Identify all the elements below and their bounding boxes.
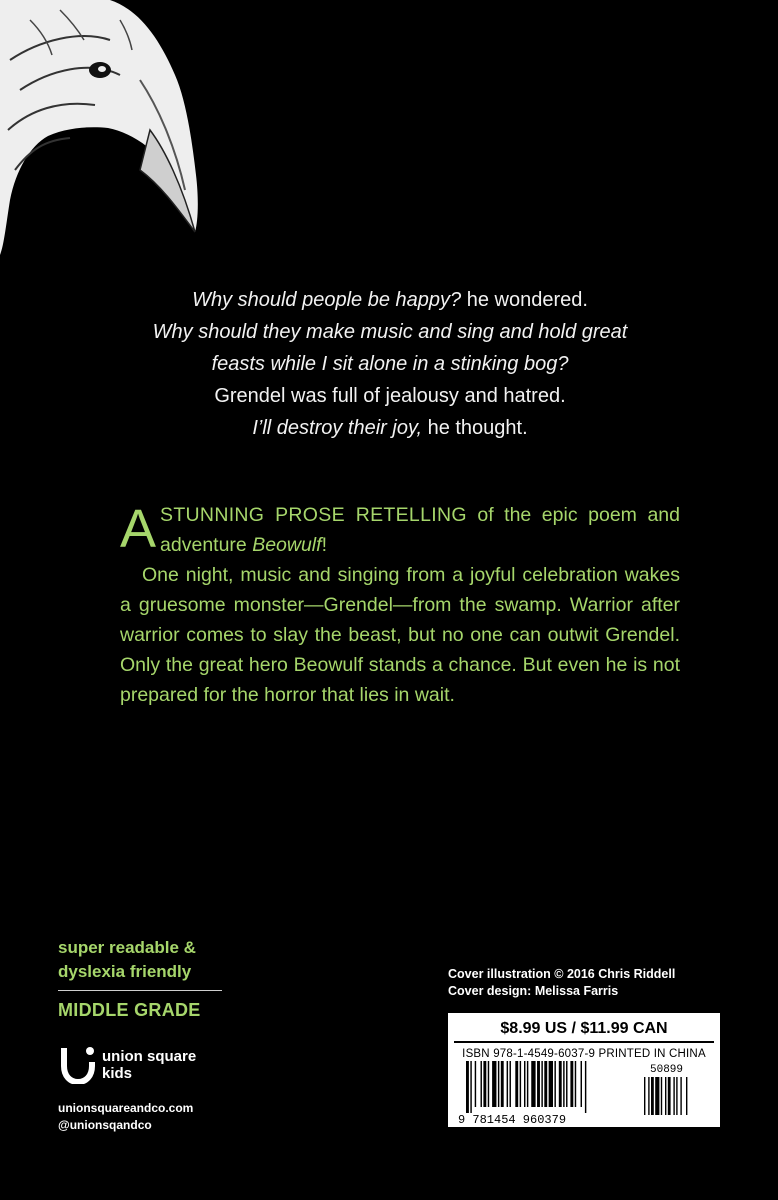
- barcode-bar: [537, 1061, 540, 1107]
- barcode-bar: [563, 1061, 564, 1107]
- addon-bar: [686, 1077, 687, 1115]
- blurb-caps: STUNNING PROSE RETELLING: [160, 504, 467, 526]
- barcode-bar: [507, 1061, 508, 1107]
- blurb-paragraph-2: One night, music and singing from a joyful celebration wakes a gruesome monster—Grendel—from the swamp. Warrior after warrior comes to slay the beast, but no one can outwit Grendel. Only the great hero Beowulf stands a chance. But even he is not prepared for the horror that lies in wait.: [120, 564, 680, 706]
- readability-line-2: dyslexia friendly: [58, 962, 192, 981]
- grade-tag: MIDDLE GRADE: [58, 1000, 201, 1020]
- addon-bar: [676, 1077, 677, 1115]
- union-square-logo-icon: [58, 1044, 98, 1084]
- addon-bar: [665, 1077, 666, 1115]
- quote-italic-5: I’ll destroy their joy,: [252, 417, 423, 439]
- quote-line-3: [120, 348, 660, 380]
- illustration-credit: Cover illustration © 2016 Chris Riddell: [448, 967, 676, 981]
- barcode-bar: [466, 1061, 469, 1113]
- quote-line-5: [120, 412, 660, 444]
- barcode-bar: [492, 1061, 496, 1107]
- barcode-bar: [554, 1061, 555, 1107]
- excerpt-quote: [120, 284, 660, 444]
- design-credit: Cover design: Melissa Farris: [448, 984, 619, 998]
- publisher-handle: @unionsqandco: [58, 1118, 152, 1132]
- barcode-bar: [559, 1061, 562, 1107]
- barcode-bar: [498, 1061, 499, 1107]
- addon-bar: [661, 1077, 662, 1115]
- barcode-bar: [549, 1061, 553, 1107]
- isbn-barcode: [454, 1061, 714, 1125]
- addon-bar: [668, 1077, 671, 1115]
- quote-italic-3: feasts while I sit alone in a stinking bog?: [211, 353, 569, 375]
- barcode-bar: [524, 1061, 525, 1107]
- crow-illustration: [0, 0, 210, 260]
- barcode-bar: [541, 1061, 542, 1107]
- publisher-contact: [58, 1100, 193, 1134]
- publisher-name-line-2: kids: [102, 1065, 133, 1082]
- barcode-bar: [470, 1061, 471, 1113]
- price-barcode-box: [448, 1013, 720, 1127]
- barcode-bar: [566, 1061, 567, 1107]
- tag-divider: [58, 990, 222, 991]
- quote-line-2: [120, 316, 660, 348]
- addon-bar: [680, 1077, 681, 1115]
- addon-bar: [644, 1077, 645, 1115]
- blurb-p1-text: of the epic poem and adventure: [160, 504, 680, 556]
- publisher-name-line-1: union square: [102, 1048, 197, 1065]
- addon-bar: [651, 1077, 654, 1115]
- addon-digits: 50899: [650, 1064, 684, 1076]
- isbn-line: ISBN 978-1-4549-6037-9 PRINTED IN CHINA: [462, 1048, 706, 1060]
- barcode-bar: [475, 1061, 476, 1107]
- readability-tag: [58, 936, 228, 984]
- publisher-website: unionsquareandco.com: [58, 1101, 194, 1115]
- quote-line-4: Grendel was full of jealousy and hatred.: [214, 385, 566, 407]
- drop-cap: A: [120, 499, 157, 559]
- addon-bar: [673, 1077, 674, 1115]
- barcode-bar: [501, 1061, 504, 1107]
- barcode-bar: [520, 1061, 521, 1107]
- barcode-bar: [527, 1061, 528, 1107]
- barcode-bar: [481, 1061, 482, 1107]
- cover-credits: [448, 966, 675, 1000]
- blurb-book-title: Beowulf: [252, 534, 322, 556]
- barcode-bar: [515, 1061, 518, 1107]
- barcode-digits: 9 781454 960379: [458, 1113, 567, 1125]
- addon-bar: [648, 1077, 649, 1115]
- barcode-bar: [483, 1061, 486, 1107]
- readability-line-1: super readable &: [58, 938, 196, 957]
- barcode-bar: [575, 1061, 576, 1107]
- barcode-bar: [488, 1061, 489, 1107]
- quote-line-1: [120, 284, 660, 316]
- barcode-bar: [531, 1061, 535, 1107]
- barcode-bar: [510, 1061, 511, 1107]
- barcode-bar: [585, 1061, 586, 1113]
- barcode-bar: [581, 1061, 582, 1107]
- barcode-bar: [544, 1061, 547, 1107]
- addon-bar: [655, 1077, 659, 1115]
- price-label: $8.99 US / $11.99 CAN: [454, 1017, 714, 1043]
- publisher-name: [102, 1048, 196, 1082]
- quote-text-1: he wondered.: [461, 289, 588, 311]
- barcode-bar: [570, 1061, 573, 1107]
- quote-text-5: he thought.: [422, 417, 528, 439]
- book-blurb: [120, 500, 680, 710]
- blurb-p1-end: !: [321, 534, 327, 556]
- quote-italic-1: Why should people be happy?: [192, 289, 462, 311]
- quote-italic-2: Why should they make music and sing and hold great: [152, 321, 628, 343]
